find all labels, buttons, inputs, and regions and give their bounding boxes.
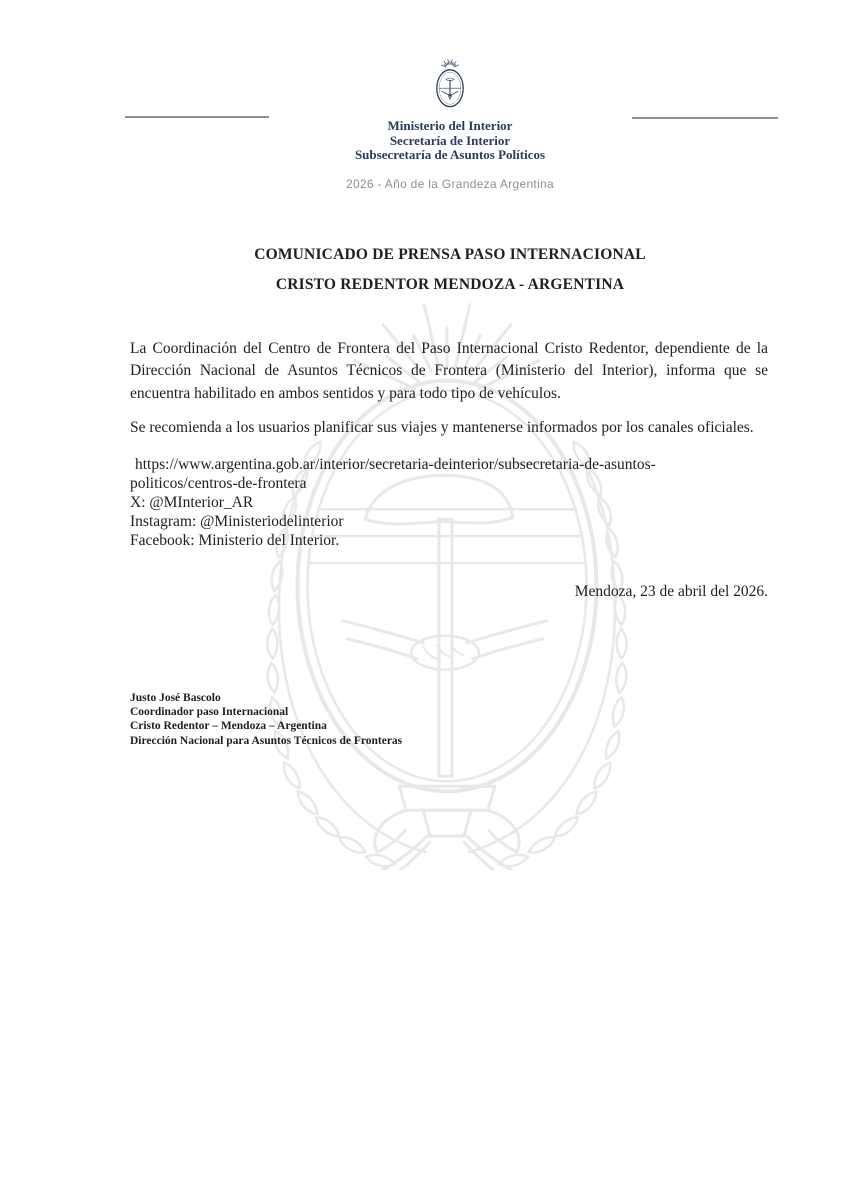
signature-name: Justo José Bascolo <box>130 692 221 704</box>
org-name-line2: Secretaría de Interior <box>389 132 511 148</box>
signature-department: Dirección Nacional para Asuntos Técnicos de Fronteras <box>130 734 403 747</box>
org-name-line3: Subsecretaría de Asuntos Políticos <box>354 147 546 162</box>
year-motto: 2026 - Año de la Grandeza Argentina <box>346 176 554 191</box>
channel-url-line2: politicos/centros-de-frontera <box>130 474 307 492</box>
title-line2: CRISTO REDENTOR MENDOZA - ARGENTINA <box>275 276 625 293</box>
paragraph-2: Se recomienda a los usuarios planificar sus viajes y mantenerse informados por los canales oficiales. <box>130 419 754 437</box>
org-name-line1: Ministerio del Interior <box>387 118 513 133</box>
signature-place: Cristo Redentor – Mendoza – Argentina <box>130 720 327 733</box>
title-line1: COMUNICADO DE PRENSA PASO INTERNACIONAL <box>254 246 646 263</box>
channel-instagram: Instagram: @Ministeriodelinterior <box>130 512 344 530</box>
letterhead <box>130 57 770 191</box>
channel-facebook: Facebook: Ministerio del Interior. <box>130 531 340 549</box>
signature-block <box>130 691 402 748</box>
document-body <box>130 338 768 601</box>
signature-role: Coordinador paso Internacional <box>130 706 289 719</box>
channel-x: X: @MInterior_AR <box>130 493 254 511</box>
official-channels <box>130 455 768 550</box>
paragraph-1: La Coordinación del Centro de Frontera del Paso Internacional Cristo Redentor, dependiente de la Dirección Nacional de Asuntos Técnicos de Frontera (Ministerio del Interior), informa que se encuentra habilitado en ambos sentidos y para todo tipo de vehículos. <box>130 340 768 402</box>
channel-url-line1: https://www.argentina.gob.ar/interior/secretaria-deinterior/subsecretaria-de-asuntos- <box>135 455 656 473</box>
dateline: Mendoza, 23 de abril del 2026. <box>574 582 768 600</box>
document-title <box>130 247 770 292</box>
ministry-logo-icon <box>424 57 476 113</box>
